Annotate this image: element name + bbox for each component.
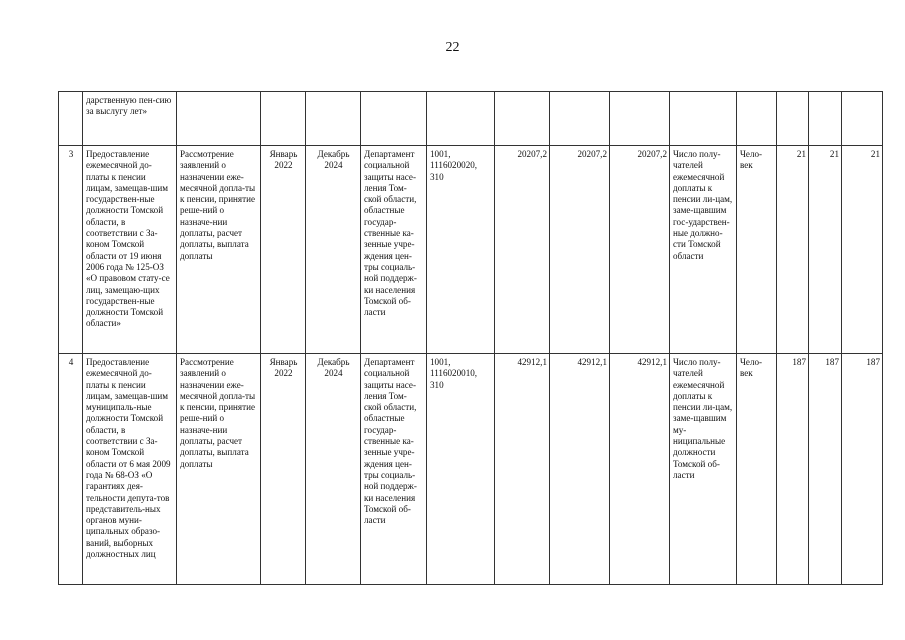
table-row-3 — [59, 146, 883, 354]
amount-2024: 42912,1 — [610, 354, 670, 585]
event-content — [177, 92, 261, 146]
target-2022: 21 — [777, 146, 809, 354]
executor — [361, 92, 427, 146]
target-2024 — [842, 92, 883, 146]
indicator-unit: Чело-век — [737, 146, 777, 354]
event-name: Предоставление ежемесячной до-платы к пенсии лицам, замещав-шим государствен-ные должности Томской области, в соответствии с За-коном Томской области от 19 июня 2006 года № 125-ОЗ «О правовом стату-се лиц, замещаю-щих государствен-ные должности Томской области» — [83, 146, 177, 354]
amount-2023: 20207,2 — [550, 146, 610, 354]
target-2024: 21 — [842, 146, 883, 354]
amount-2024 — [610, 92, 670, 146]
start-date: Январь 2022 — [261, 146, 306, 354]
event-content: Рассмотрение заявлений о назначении еже-месячной допла-ты к пенсии, принятие реше-ний о назначе-нии доплаты, расчет доплаты, выплата доплаты — [177, 354, 261, 585]
target-2023 — [809, 92, 842, 146]
executor: Департамент социальной защиты насе-ления Том-ской области, областные государ-ственные ка-зенные учре-ждения цен-тры социаль-ной поддерж-ки населения Томской об-ласти — [361, 354, 427, 585]
indicator-name: Число полу-чателей ежемесячной доплаты к пенсии ли-цам, заме-щавшим гос-ударствен-ные должно-сти Томской области — [670, 146, 737, 354]
indicator-name — [670, 92, 737, 146]
budget-code: 1001, 1116020010, 310 — [427, 354, 495, 585]
event-name: дарственную пен-сию за выслугу лет» — [83, 92, 177, 146]
page-number: 22 — [445, 40, 460, 55]
end-date: Декабрь 2024 — [306, 146, 361, 354]
amount-2022 — [495, 92, 550, 146]
budget-code — [427, 92, 495, 146]
indicator-unit: Чело-век — [737, 354, 777, 585]
table-row-continuation — [59, 92, 883, 146]
end-date — [306, 92, 361, 146]
target-2022 — [777, 92, 809, 146]
end-date: Декабрь 2024 — [306, 354, 361, 585]
target-2024: 187 — [842, 354, 883, 585]
budget-code: 1001, 1116020020, 310 — [427, 146, 495, 354]
amount-2022: 42912,1 — [495, 354, 550, 585]
amount-2023 — [550, 92, 610, 146]
target-2023: 187 — [809, 354, 842, 585]
amount-2023: 42912,1 — [550, 354, 610, 585]
start-date — [261, 92, 306, 146]
row-number — [59, 92, 83, 146]
amount-2022: 20207,2 — [495, 146, 550, 354]
indicator-unit — [737, 92, 777, 146]
executor: Департамент социальной защиты насе-ления Том-ской области, областные государ-ственные ка-зенные учре-ждения цен-тры социаль-ной поддерж-ки населения Томской об-ласти — [361, 146, 427, 354]
row-number: 4 — [59, 354, 83, 585]
event-name: Предоставление ежемесячной до-платы к пенсии лицам, замещав-шим муниципаль-ные должности Томской области, в соответствии с За-коном Томской области от 6 мая 2009 года № 68-ОЗ «О гарантиях дея-тельности депута-тов представитель-ных органов муни-ципальных образо-ваний, выборных должностных лиц — [83, 354, 177, 585]
indicator-name: Число полу-чателей ежемесячной доплаты к пенсии ли-цам, заме-щавшим му-ниципальные должности Томской об-ласти — [670, 354, 737, 585]
target-2022: 187 — [777, 354, 809, 585]
row-number: 3 — [59, 146, 83, 354]
event-content: Рассмотрение заявлений о назначении еже-месячной допла-ты к пенсии, принятие реше-ний о назначе-нии доплаты, расчет доплаты, выплата доплаты — [177, 146, 261, 354]
table-row-4 — [59, 354, 883, 585]
start-date: Январь 2022 — [261, 354, 306, 585]
program-table — [58, 91, 883, 585]
target-2023: 21 — [809, 146, 842, 354]
amount-2024: 20207,2 — [610, 146, 670, 354]
